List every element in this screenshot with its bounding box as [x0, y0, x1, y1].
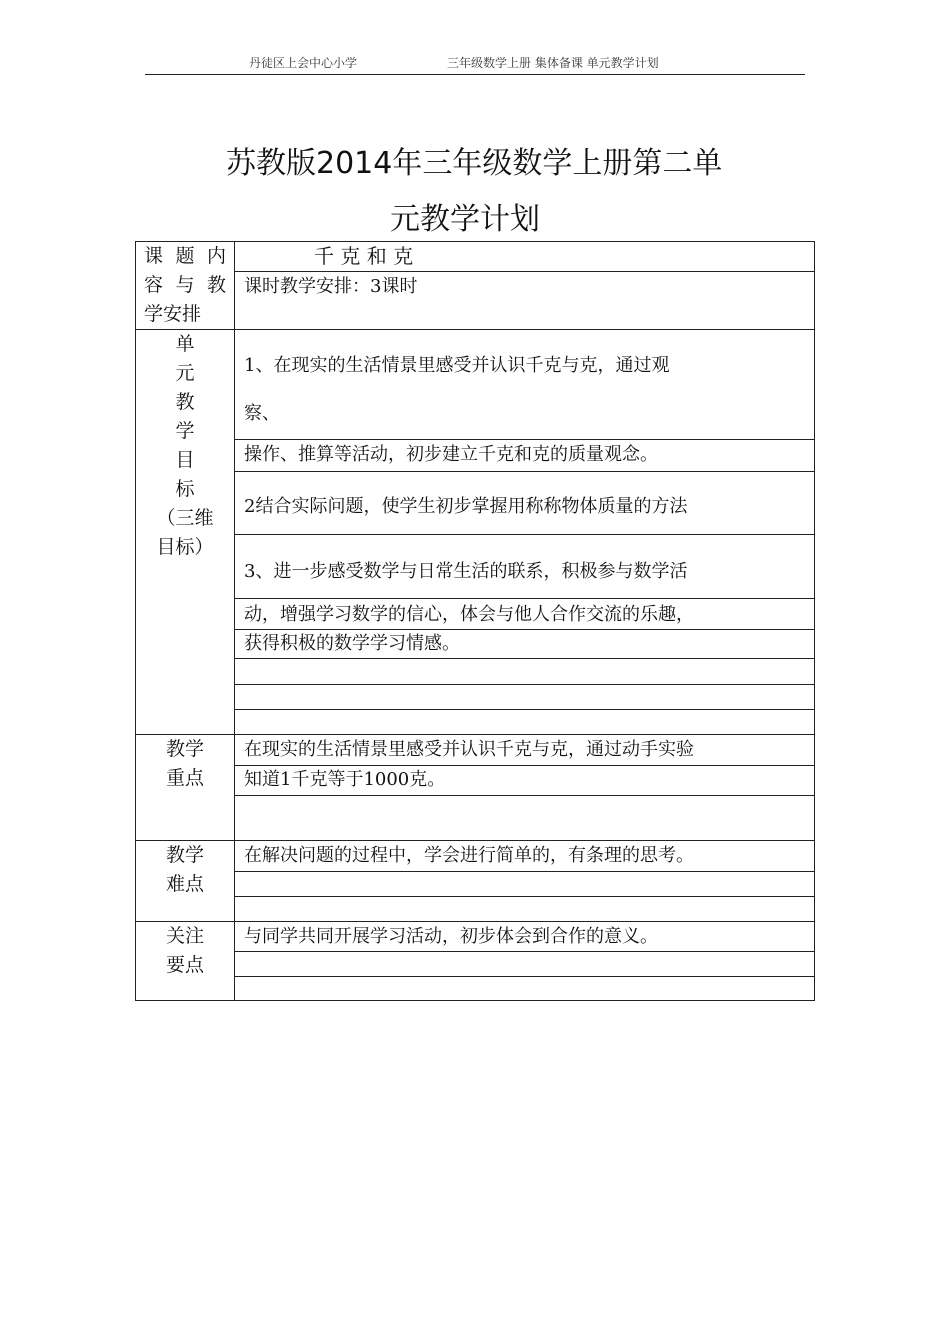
course-name: 三年级数学上册 集体备课 单元教学计划 — [447, 56, 659, 70]
objective-text: 1、在现实的生活情景里感受并认识千克与克，通过观 — [244, 355, 670, 376]
page-header — [145, 52, 805, 75]
key-point-text: 在现实的生活情景里感受并认识千克与克，通过动手实验 — [244, 739, 694, 760]
attention-label-2: 要点 — [165, 954, 204, 976]
attention-label-1: 关注 — [165, 925, 204, 947]
objectives-label-3: 教 — [175, 391, 195, 413]
row-divider — [234, 534, 814, 535]
objective-text: 动，增强学习数学的信心，体会与他人合作交流的乐趣， — [244, 604, 694, 625]
topic-label-line-2: 容 与 教 — [144, 274, 226, 296]
difficulties-label-2: 难点 — [165, 873, 204, 895]
row-divider — [234, 765, 814, 766]
row-divider — [234, 896, 814, 897]
section-divider — [136, 329, 814, 330]
objectives-label-4: 学 — [175, 420, 195, 442]
row-divider — [234, 439, 814, 440]
row-divider — [234, 976, 814, 977]
row-divider — [234, 951, 814, 952]
objectives-label-7: （三维 — [156, 507, 214, 529]
row-divider — [234, 871, 814, 872]
objectives-label-8: 目标） — [156, 536, 214, 558]
row-divider — [234, 684, 814, 685]
objectives-label-6: 标 — [175, 478, 195, 500]
objectives-label-5: 目 — [175, 449, 195, 471]
school-name: 丹徒区上会中心小学 — [249, 56, 358, 70]
key-points-label-1: 教学 — [165, 738, 204, 760]
row-divider — [234, 598, 814, 599]
section-divider — [136, 840, 814, 841]
objectives-label-2: 元 — [175, 362, 195, 384]
topic-label-line-1: 课 题 内 — [144, 245, 226, 267]
lesson-schedule: 课时教学安排：3课时 — [244, 276, 418, 297]
section-divider — [136, 921, 814, 922]
column-divider — [234, 242, 235, 1000]
objective-text: 3、进一步感受数学与日常生活的联系，积极参与数学活 — [244, 561, 688, 582]
document-title-line-2: 元教学计划 — [390, 202, 540, 237]
objective-text: 察、 — [244, 403, 280, 424]
row-divider — [234, 629, 814, 630]
row-divider — [234, 658, 814, 659]
teaching-plan-table — [135, 241, 815, 1001]
unit-title: 千 克 和 克 — [314, 244, 414, 268]
key-point-text: 知道1千克等于1000克。 — [244, 769, 446, 790]
row-divider — [234, 271, 814, 272]
objective-text: 2结合实际问题，使学生初步掌握用称称物体质量的方法 — [244, 496, 688, 517]
row-divider — [234, 471, 814, 472]
attention-text: 与同学共同开展学习活动，初步体会到合作的意义。 — [244, 926, 658, 947]
key-points-label-2: 重点 — [165, 767, 204, 789]
difficulty-text: 在解决问题的过程中，学会进行简单的，有条理的思考。 — [244, 845, 694, 866]
topic-label-line-3: 学安排 — [144, 303, 202, 325]
objectives-label-1: 单 — [175, 333, 195, 355]
objective-text: 获得积极的数学学习情感。 — [244, 633, 460, 654]
row-divider — [234, 709, 814, 710]
row-divider — [234, 795, 814, 796]
objective-text: 操作、推算等活动，初步建立千克和克的质量观念。 — [244, 444, 658, 465]
document-title-line-1: 苏教版2014年三年级数学上册第二单 — [226, 146, 723, 181]
section-divider — [136, 734, 814, 735]
difficulties-label-1: 教学 — [165, 844, 204, 866]
